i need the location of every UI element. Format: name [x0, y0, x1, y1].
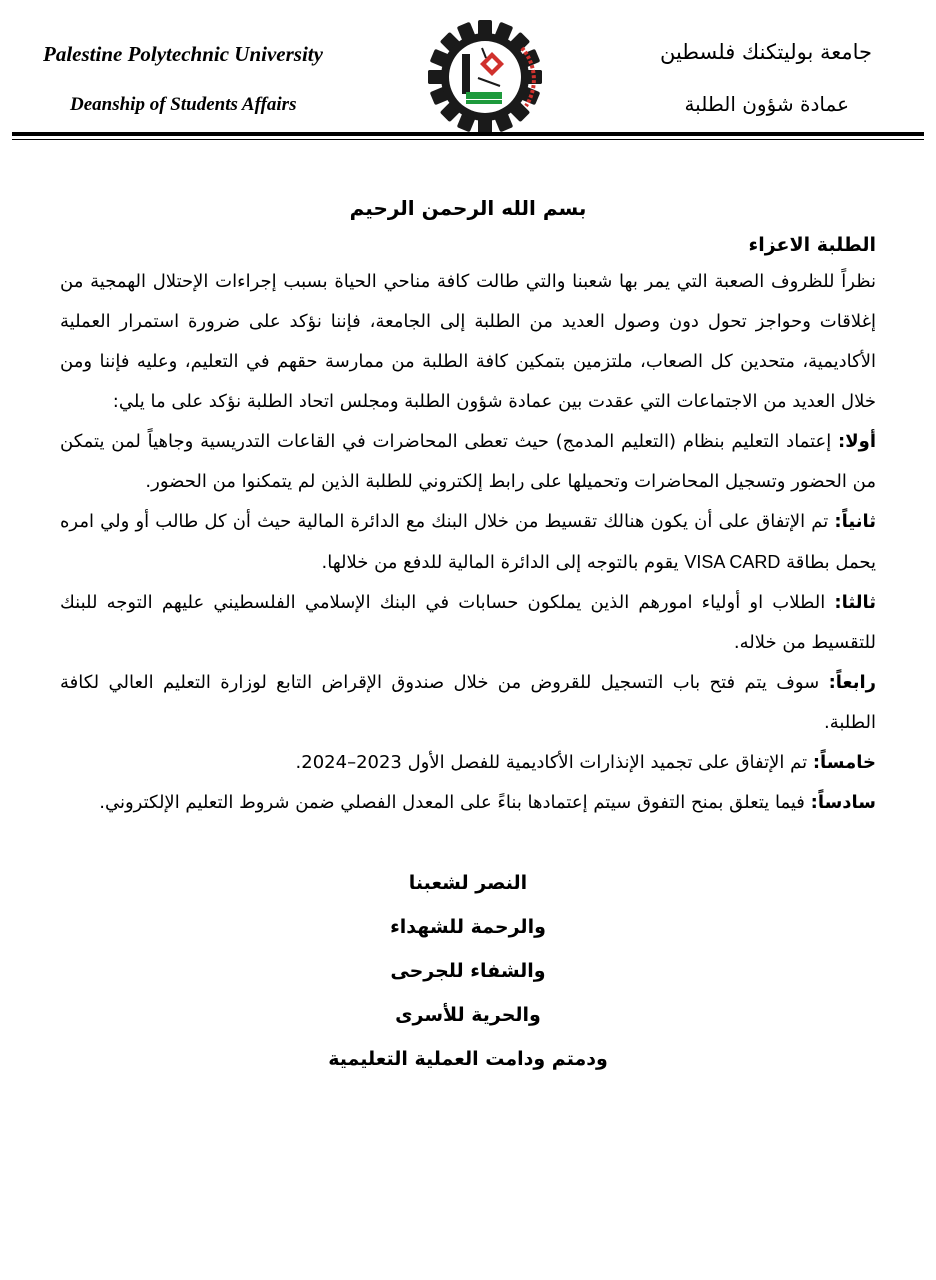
item-label: ثالثا:: [834, 592, 876, 613]
item-label: خامساً:: [812, 752, 876, 773]
item-text: إعتماد التعليم بنظام (التعليم المدمج) حيث تعطى المحاضرات في القاعات التدريسية وجاهياً لمن يتمكن من الحضور وتسجيل المحاضرات وتحميلها على رابط إلكتروني للطلبة الذين لم يتمكنوا من الحضور.: [60, 431, 876, 492]
closing-line: النصر لشعبنا: [408, 872, 528, 894]
item-text: سوف يتم فتح باب التسجيل للقروض من خلال صندوق الإقراض التابع لوزارة التعليم العالي لكافة الطلبة.: [60, 672, 876, 733]
letter-body: [60, 196, 876, 1081]
list-item-second: [60, 502, 876, 583]
closing-line: والشفاء للجرحى: [390, 960, 546, 982]
header-divider-thin: [12, 139, 924, 140]
item-text: يقوم بالتوجه إلى الدائرة المالية للدفع من خلالها.: [321, 552, 685, 573]
university-name-english: Palestine Polytechnic University: [43, 42, 323, 66]
item-text: تم الإتفاق على أن يكون هنالك تقسيط من خلال البنك مع الدائرة المالية حيث أن كل طالب أو ولي امره يحمل بطاقة: [60, 511, 876, 573]
closing-line: والرحمة للشهداء: [390, 916, 546, 938]
item-label: سادساً:: [810, 792, 876, 813]
closing-line: والحرية للأسرى: [395, 1004, 541, 1026]
item-text: تم الإتفاق على تجميد الإنذارات الأكاديمية للفصل الأول 2023–2024.: [295, 752, 813, 773]
intro-paragraph: نظراً للظروف الصعبة التي يمر بها شعبنا والتي طالت كافة مناحي الحياة بسبب إجراءات الإحتلال الهمجية من إغلاقات وحواجز تحول دون وصول العديد من الطلبة إلى الجامعة، فإننا نؤكد على ضرورة استمرار العملية الأكاديمية، متحدين كل الصعاب، ملتزمين بتمكين كافة الطلبة من ممارسة حقهم في التعليم، وعليه فإننا ومن خلال العديد من الاجتماعات التي عقدت بين عمادة شؤون الطلبة ومجلس اتحاد الطلبة نؤكد على ما يلي:: [60, 271, 876, 412]
list-item-fifth: [60, 743, 876, 783]
item-label: أولا:: [838, 431, 876, 452]
university-name-arabic: جامعة بوليتكنك فلسطين: [659, 40, 872, 64]
university-gear-logo-icon: [426, 18, 544, 136]
item-text: الطلاب او أولياء امورهم الذين يملكون حسابات في البنك الإسلامي الفلسطيني عليهم التوجه للبنك للتقسيط من خلاله.: [60, 592, 876, 653]
header-divider-thick: [12, 132, 924, 136]
item-text: فيما يتعلق بمنح التفوق سيتم إعتمادها بناءً على المعدل الفصلي ضمن شروط التعليم الإلكتروني.: [99, 792, 811, 813]
list-item-first: [60, 422, 876, 502]
item-label: رابعاً:: [828, 672, 876, 693]
item-label: ثانياً:: [834, 511, 876, 532]
visa-card-text: VISA CARD: [684, 552, 781, 572]
salutation: الطلبة الاعزاء: [748, 234, 876, 256]
closing-line: ودمتم ودامت العملية التعليمية: [328, 1048, 608, 1070]
department-name-arabic: عمادة شؤون الطلبة: [684, 92, 849, 116]
list-item-third: [60, 583, 876, 663]
closing-lines: [60, 861, 876, 1081]
list-item-fourth: [60, 663, 876, 743]
letterhead: [0, 0, 936, 145]
basmala: بسم الله الرحمن الرحيم: [349, 196, 587, 220]
list-item-sixth: [60, 783, 876, 823]
department-name-english: Deanship of Students Affairs: [70, 94, 297, 115]
